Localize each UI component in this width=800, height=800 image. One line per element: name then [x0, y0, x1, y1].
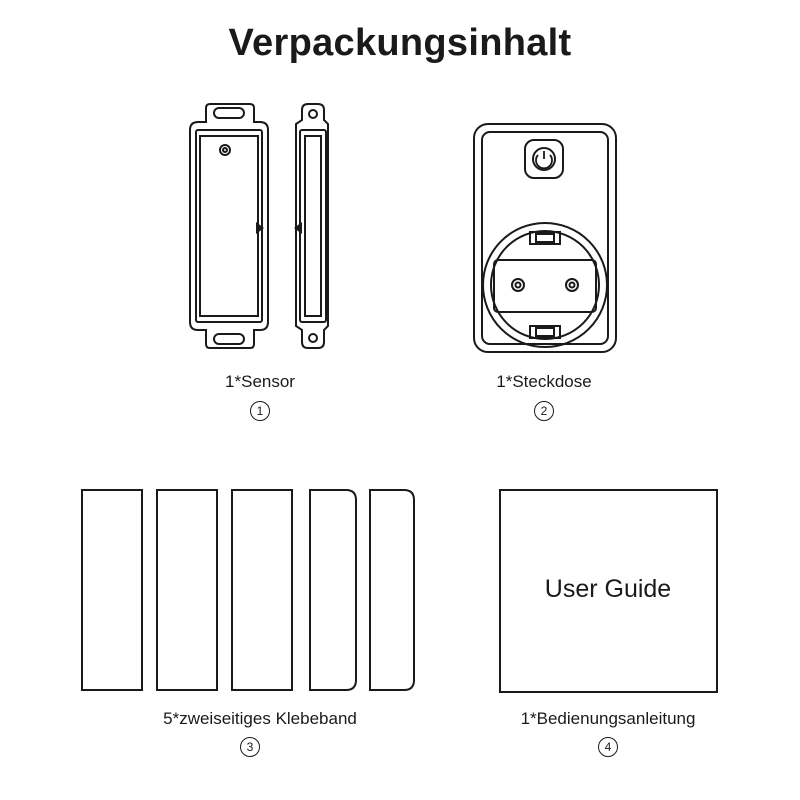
tape-strip	[370, 490, 414, 690]
item-number-3: 3	[240, 737, 260, 757]
tape-strip	[157, 490, 217, 690]
sensor-illustration	[180, 98, 340, 358]
tape-illustration	[80, 488, 420, 694]
item-number-1: 1	[250, 401, 270, 421]
user-guide-cover-text: User Guide	[544, 575, 672, 603]
item-number-4: 4	[598, 737, 618, 757]
item-number-2: 2	[534, 401, 554, 421]
page-title: Verpackungsinhalt	[228, 22, 572, 64]
item-label-tape: 5*zweiseitiges Klebeband	[163, 709, 357, 728]
tape-strip	[310, 490, 356, 690]
item-label-socket: 1*Steckdose	[496, 372, 592, 391]
tape-strip	[82, 490, 142, 690]
tape-strip	[232, 490, 292, 690]
socket-illustration	[470, 120, 620, 360]
item-label-sensor: 1*Sensor	[225, 372, 295, 391]
item-label-manual: 1*Bedienungsanleitung	[520, 709, 696, 728]
